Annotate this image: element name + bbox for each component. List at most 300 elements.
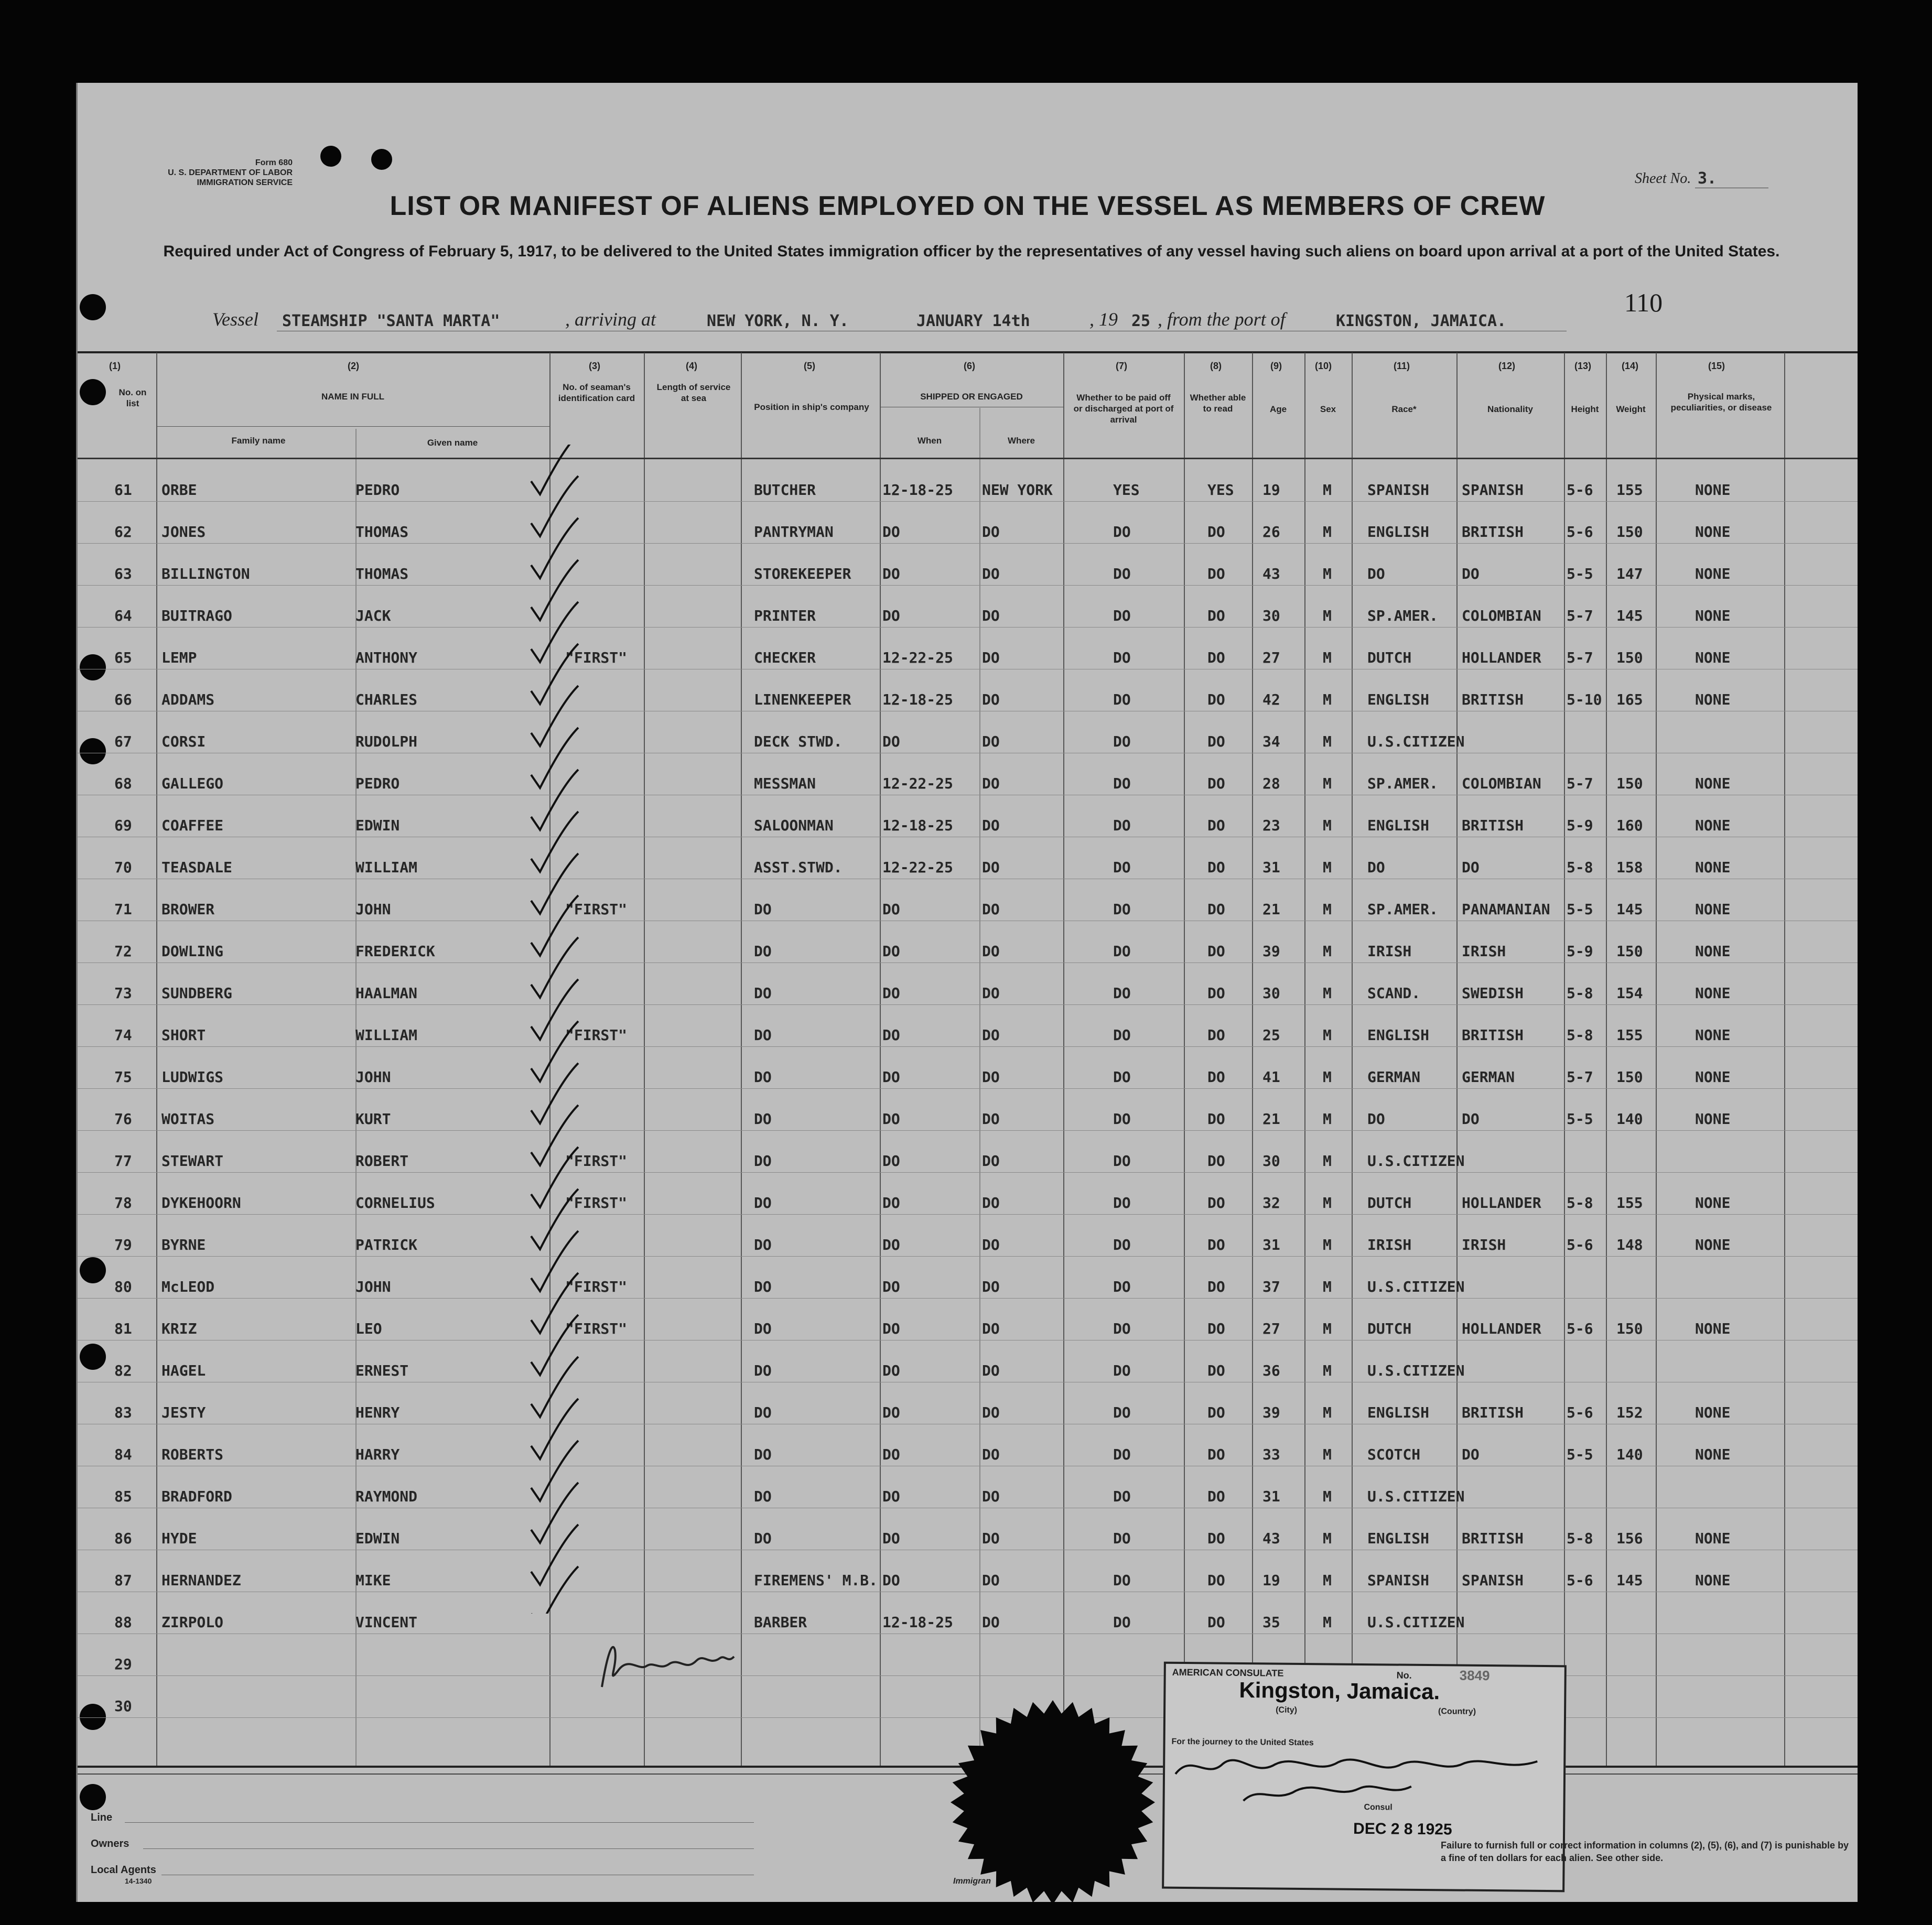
shipped-where: DO xyxy=(982,1236,1000,1253)
age: 39 xyxy=(1262,1404,1280,1421)
given-name: HENRY xyxy=(355,1404,400,1421)
given-name: JOHN xyxy=(355,901,391,918)
shipped-where: DO xyxy=(982,859,1000,876)
col-13-number: (13) xyxy=(1574,361,1592,371)
page-subtitle: Required under Act of Congress of February 5, 1917, to be delivered to the United States immigration officer by the representatives of any vessel having such aliens on board upon arrival at a port of the United States. xyxy=(163,243,1780,260)
stamp-city: Kingston, Jamaica. xyxy=(1239,1677,1440,1704)
row-number: 82 xyxy=(114,1362,132,1379)
weight: 140 xyxy=(1616,1446,1643,1463)
id-card: "FIRST" xyxy=(565,1026,628,1044)
weight: 150 xyxy=(1616,649,1643,666)
sex: M xyxy=(1323,859,1332,876)
height: 5-6 xyxy=(1567,523,1593,540)
shipped-when: DO xyxy=(882,1236,900,1253)
nationality: COLOMBIAN xyxy=(1462,607,1541,624)
row-number: 79 xyxy=(114,1236,132,1253)
shipped-when: 12-22-25 xyxy=(882,649,953,666)
shipped-when: DO xyxy=(882,901,900,918)
position: BUTCHER xyxy=(754,481,816,499)
physical-marks: NONE xyxy=(1695,1572,1731,1589)
age: 26 xyxy=(1262,523,1280,540)
height: 5-7 xyxy=(1567,1068,1593,1086)
stamp-journey-line: For the journey to the United States xyxy=(1171,1737,1314,1748)
shipped-where: DO xyxy=(982,775,1000,792)
race: U.S.CITIZEN xyxy=(1367,1614,1465,1631)
handwritten-initials xyxy=(597,1635,738,1697)
shipped-when: 12-18-25 xyxy=(882,691,953,708)
col-4-number: (4) xyxy=(686,361,697,371)
paid-off: DO xyxy=(1113,607,1131,624)
sex: M xyxy=(1323,733,1332,750)
col-4-heading: Length of service at sea xyxy=(656,382,731,403)
col-15-number: (15) xyxy=(1708,361,1725,371)
row-number: 78 xyxy=(114,1194,132,1212)
race: ENGLISH xyxy=(1367,523,1430,540)
shipped-where: DO xyxy=(982,985,1000,1002)
vessel-label: Vessel xyxy=(212,309,258,330)
page-number: 110 xyxy=(1624,288,1663,317)
race: DUTCH xyxy=(1367,1320,1412,1337)
nationality: DO xyxy=(1462,565,1480,582)
height: 5-6 xyxy=(1567,1320,1593,1337)
age: 21 xyxy=(1262,901,1280,918)
physical-marks: NONE xyxy=(1695,481,1731,499)
race: ENGLISH xyxy=(1367,1404,1430,1421)
given-name: PEDRO xyxy=(355,775,400,792)
position: DO xyxy=(754,1488,772,1505)
row-number: 80 xyxy=(114,1278,132,1295)
position: LINENKEEPER xyxy=(754,691,851,708)
footer-owners-label: Owners xyxy=(91,1838,129,1850)
physical-marks: NONE xyxy=(1695,649,1731,666)
col-6-when-heading: When xyxy=(917,436,942,446)
weight: 152 xyxy=(1616,1404,1643,1421)
shipped-when: DO xyxy=(882,1026,900,1044)
family-name: DYKEHOORN xyxy=(161,1194,241,1212)
family-name: LEMP xyxy=(161,649,197,666)
family-name: ADDAMS xyxy=(161,691,215,708)
row-number: 71 xyxy=(114,901,132,918)
nationality: HOLLANDER xyxy=(1462,1194,1541,1212)
nationality: SWEDISH xyxy=(1462,985,1524,1002)
nationality: BRITISH xyxy=(1462,1530,1524,1547)
footer-line-label: Line xyxy=(91,1812,113,1823)
shipped-when: DO xyxy=(882,943,900,960)
able-to-read: DO xyxy=(1207,1404,1225,1421)
year: 25 xyxy=(1131,312,1151,330)
position: DECK STWD. xyxy=(754,733,843,750)
physical-marks: NONE xyxy=(1695,523,1731,540)
punch-hole xyxy=(320,146,341,167)
nationality: BRITISH xyxy=(1462,691,1524,708)
age: 43 xyxy=(1262,1530,1280,1547)
age: 27 xyxy=(1262,649,1280,666)
shipped-when: DO xyxy=(882,1278,900,1295)
height: 5-6 xyxy=(1567,1572,1593,1589)
col-10-heading: Sex xyxy=(1320,404,1336,414)
shipped-when: DO xyxy=(882,1110,900,1128)
race: U.S.CITIZEN xyxy=(1367,1362,1465,1379)
paid-off: YES xyxy=(1113,481,1140,499)
paid-off: DO xyxy=(1113,775,1131,792)
row-rule xyxy=(78,1675,1858,1676)
row-rule xyxy=(78,1256,1858,1257)
position: DO xyxy=(754,1110,772,1128)
arriving-port: NEW YORK, N. Y. xyxy=(707,312,849,330)
check-marks xyxy=(528,445,670,1614)
shipped-when: DO xyxy=(882,1068,900,1086)
row-number: 73 xyxy=(114,985,132,1002)
row-rule xyxy=(78,1172,1858,1173)
sex: M xyxy=(1323,775,1332,792)
weight: 150 xyxy=(1616,1320,1643,1337)
physical-marks: NONE xyxy=(1695,1530,1731,1547)
race: DO xyxy=(1367,859,1385,876)
given-name: JOHN xyxy=(355,1278,391,1295)
row-number: 66 xyxy=(114,691,132,708)
shipped-where: DO xyxy=(982,607,1000,624)
physical-marks: NONE xyxy=(1695,565,1731,582)
col-2-family-heading: Family name xyxy=(231,436,286,446)
given-name: PEDRO xyxy=(355,481,400,499)
col-2-heading: NAME IN FULL xyxy=(321,392,384,402)
height: 5-7 xyxy=(1567,607,1593,624)
shipped-where: DO xyxy=(982,1614,1000,1631)
race: SP.AMER. xyxy=(1367,607,1438,624)
sex: M xyxy=(1323,1278,1332,1295)
physical-marks: NONE xyxy=(1695,943,1731,960)
race: U.S.CITIZEN xyxy=(1367,1278,1465,1295)
stamp-city-label: (City) xyxy=(1276,1705,1298,1715)
given-name: ROBERT xyxy=(355,1152,409,1170)
shipped-where: DO xyxy=(982,1320,1000,1337)
age: 19 xyxy=(1262,1572,1280,1589)
age: 25 xyxy=(1262,1026,1280,1044)
physical-marks: NONE xyxy=(1695,985,1731,1002)
shipped-when: 12-22-25 xyxy=(882,859,953,876)
shipped-where: DO xyxy=(982,817,1000,834)
col-6-number: (6) xyxy=(964,361,975,371)
family-name: SUNDBERG xyxy=(161,985,232,1002)
age: 39 xyxy=(1262,943,1280,960)
able-to-read: DO xyxy=(1207,649,1225,666)
punch-hole xyxy=(80,379,106,405)
stamp-country-label: (Country) xyxy=(1438,1707,1476,1716)
weight: 155 xyxy=(1616,1026,1643,1044)
given-name: HAALMAN xyxy=(355,985,418,1002)
sex: M xyxy=(1323,481,1332,499)
shipped-where: DO xyxy=(982,1068,1000,1086)
shipped-when: 12-22-25 xyxy=(882,775,953,792)
weight: 156 xyxy=(1616,1530,1643,1547)
physical-marks: NONE xyxy=(1695,1194,1731,1212)
race: DO xyxy=(1367,565,1385,582)
position: SALOONMAN xyxy=(754,817,834,834)
row-rule xyxy=(78,627,1858,628)
nationality: BRITISH xyxy=(1462,817,1524,834)
id-card: "FIRST" xyxy=(565,1278,628,1295)
paid-off: DO xyxy=(1113,1320,1131,1337)
nationality: DO xyxy=(1462,1110,1480,1128)
col-2-number: (2) xyxy=(348,361,359,371)
able-to-read: DO xyxy=(1207,901,1225,918)
position: DO xyxy=(754,1404,772,1421)
row-number: 30 xyxy=(114,1697,132,1715)
vessel-name: STEAMSHIP "SANTA MARTA" xyxy=(282,312,500,330)
height: 5-7 xyxy=(1567,649,1593,666)
given-name: EDWIN xyxy=(355,1530,400,1547)
able-to-read: DO xyxy=(1207,1194,1225,1212)
sex: M xyxy=(1323,817,1332,834)
given-name: THOMAS xyxy=(355,523,409,540)
col-15-heading: Physical marks, peculiarities, or disease xyxy=(1670,392,1772,413)
race: SP.AMER. xyxy=(1367,775,1438,792)
check-mark-icon xyxy=(531,1566,578,1614)
shipped-when: DO xyxy=(882,1152,900,1170)
footer-agents-label: Local Agents xyxy=(91,1864,156,1876)
paid-off: DO xyxy=(1113,901,1131,918)
weight: 155 xyxy=(1616,1194,1643,1212)
family-name: LUDWIGS xyxy=(161,1068,224,1086)
sex: M xyxy=(1323,1026,1332,1044)
shipped-when: DO xyxy=(882,523,900,540)
race: SP.AMER. xyxy=(1367,901,1438,918)
departure-port: KINGSTON, JAMAICA. xyxy=(1336,312,1507,330)
age: 31 xyxy=(1262,1236,1280,1253)
family-name: ROBERTS xyxy=(161,1446,224,1463)
shipped-when: DO xyxy=(882,733,900,750)
paid-off: DO xyxy=(1113,1530,1131,1547)
height: 5-6 xyxy=(1567,1236,1593,1253)
position: DO xyxy=(754,943,772,960)
able-to-read: DO xyxy=(1207,859,1225,876)
shipped-where: DO xyxy=(982,943,1000,960)
paid-off: DO xyxy=(1113,817,1131,834)
height: 5-10 xyxy=(1567,691,1602,708)
family-name: JONES xyxy=(161,523,206,540)
col-8-heading: Whether able to read xyxy=(1190,393,1246,414)
paid-off: DO xyxy=(1113,733,1131,750)
shipped-where: DO xyxy=(982,1362,1000,1379)
paid-off: DO xyxy=(1113,565,1131,582)
shipped-where: DO xyxy=(982,1194,1000,1212)
sex: M xyxy=(1323,1362,1332,1379)
family-name: WOITAS xyxy=(161,1110,215,1128)
given-name: WILLIAM xyxy=(355,859,418,876)
able-to-read: DO xyxy=(1207,1614,1225,1631)
sex: M xyxy=(1323,943,1332,960)
shipped-where: DO xyxy=(982,1110,1000,1128)
paid-off: DO xyxy=(1113,943,1131,960)
paid-off: DO xyxy=(1113,1110,1131,1128)
able-to-read: DO xyxy=(1207,1488,1225,1505)
row-number: 67 xyxy=(114,733,132,750)
position: FIREMENS' M.B. xyxy=(754,1572,878,1589)
physical-marks: NONE xyxy=(1695,1446,1731,1463)
col-10-number: (10) xyxy=(1315,361,1332,371)
shipped-when: DO xyxy=(882,1320,900,1337)
nationality: IRISH xyxy=(1462,1236,1506,1253)
height: 5-5 xyxy=(1567,901,1593,918)
shipped-when: DO xyxy=(882,1194,900,1212)
col-7-heading: Whether to be paid off or discharged at port of arrival xyxy=(1073,393,1174,425)
row-rule xyxy=(78,962,1858,963)
able-to-read: DO xyxy=(1207,1026,1225,1044)
row-number: 65 xyxy=(114,649,132,666)
col-6-where-heading: Where xyxy=(1008,436,1035,446)
given-name: HARRY xyxy=(355,1446,400,1463)
family-name: BROWER xyxy=(161,901,215,918)
given-name: CORNELIUS xyxy=(355,1194,435,1212)
age: 19 xyxy=(1262,481,1280,499)
id-card: "FIRST" xyxy=(565,1194,628,1212)
position: BARBER xyxy=(754,1614,807,1631)
height: 5-9 xyxy=(1567,943,1593,960)
sex: M xyxy=(1323,1110,1332,1128)
sheet-number: 3. xyxy=(1698,169,1717,188)
given-name: FREDERICK xyxy=(355,943,435,960)
physical-marks: NONE xyxy=(1695,817,1731,834)
sex: M xyxy=(1323,1152,1332,1170)
row-number: 77 xyxy=(114,1152,132,1170)
age: 41 xyxy=(1262,1068,1280,1086)
weight: 154 xyxy=(1616,985,1643,1002)
footer-form-code: 14-1340 xyxy=(125,1877,152,1885)
family-name: CORSI xyxy=(161,733,206,750)
shipped-where: DO xyxy=(982,523,1000,540)
paid-off: DO xyxy=(1113,1488,1131,1505)
shipped-where: DO xyxy=(982,1572,1000,1589)
sex: M xyxy=(1323,565,1332,582)
col-7-number: (7) xyxy=(1116,361,1127,371)
shipped-when: DO xyxy=(882,1404,900,1421)
row-number: 85 xyxy=(114,1488,132,1505)
position: DO xyxy=(754,1068,772,1086)
punch-hole xyxy=(80,1704,106,1730)
weight: 150 xyxy=(1616,523,1643,540)
able-to-read: DO xyxy=(1207,1110,1225,1128)
nationality: HOLLANDER xyxy=(1462,1320,1541,1337)
height: 5-8 xyxy=(1567,1530,1593,1547)
shipped-where: DO xyxy=(982,1278,1000,1295)
sex: M xyxy=(1323,985,1332,1002)
col-5-number: (5) xyxy=(804,361,815,371)
nationality: HOLLANDER xyxy=(1462,649,1541,666)
row-number: 72 xyxy=(114,943,132,960)
weight: 165 xyxy=(1616,691,1643,708)
row-rule xyxy=(78,1214,1858,1215)
height: 5-5 xyxy=(1567,1110,1593,1128)
family-name: ZIRPOLO xyxy=(161,1614,224,1631)
nationality: SPANISH xyxy=(1462,481,1524,499)
shipped-where: DO xyxy=(982,1026,1000,1044)
col-11-heading: Race* xyxy=(1391,404,1417,414)
height: 5-6 xyxy=(1567,1404,1593,1421)
given-name: RAYMOND xyxy=(355,1488,418,1505)
col-9-heading: Age xyxy=(1269,404,1287,414)
weight: 150 xyxy=(1616,943,1643,960)
sex: M xyxy=(1323,1572,1332,1589)
sex: M xyxy=(1323,523,1332,540)
sex: M xyxy=(1323,1488,1332,1505)
able-to-read: DO xyxy=(1207,1278,1225,1295)
given-name: RUDOLPH xyxy=(355,733,418,750)
row-number: 76 xyxy=(114,1110,132,1128)
age: 43 xyxy=(1262,565,1280,582)
age: 32 xyxy=(1262,1194,1280,1212)
age: 30 xyxy=(1262,1152,1280,1170)
position: PANTRYMAN xyxy=(754,523,834,540)
shipped-when: DO xyxy=(882,565,900,582)
height: 5-9 xyxy=(1567,817,1593,834)
position: DO xyxy=(754,1362,772,1379)
shipped-where: DO xyxy=(982,901,1000,918)
punch-hole xyxy=(80,1784,106,1810)
age: 21 xyxy=(1262,1110,1280,1128)
physical-marks: NONE xyxy=(1695,1320,1731,1337)
age: 31 xyxy=(1262,1488,1280,1505)
shipped-when: DO xyxy=(882,607,900,624)
col-6-heading: SHIPPED OR ENGAGED xyxy=(920,392,1023,402)
col-3-heading: No. of seaman's identification card xyxy=(558,382,635,403)
nationality: DO xyxy=(1462,1446,1480,1463)
height: 5-5 xyxy=(1567,1446,1593,1463)
shipped-where: DO xyxy=(982,1446,1000,1463)
paid-off: DO xyxy=(1113,985,1131,1002)
position: DO xyxy=(754,1530,772,1547)
footer-note: Failure to furnish full or correct information in columns (2), (5), (6), and (7) is punishable by a fine of ten dollars for each alien. See other side. xyxy=(1441,1840,1849,1863)
nationality: BRITISH xyxy=(1462,1026,1524,1044)
col-5-heading: Position in ship's company xyxy=(754,402,869,412)
race: U.S.CITIZEN xyxy=(1367,1488,1465,1505)
row-number: 68 xyxy=(114,775,132,792)
weight: 145 xyxy=(1616,1572,1643,1589)
sex: M xyxy=(1323,1530,1332,1547)
row-number: 62 xyxy=(114,523,132,540)
age: 33 xyxy=(1262,1446,1280,1463)
able-to-read: DO xyxy=(1207,1236,1225,1253)
age: 28 xyxy=(1262,775,1280,792)
manifest-sheet xyxy=(76,83,1858,1902)
position: STOREKEEPER xyxy=(754,565,851,582)
sex: M xyxy=(1323,1446,1332,1463)
given-name: PATRICK xyxy=(355,1236,418,1253)
position: DO xyxy=(754,1026,772,1044)
height: 5-8 xyxy=(1567,985,1593,1002)
height: 5-8 xyxy=(1567,1194,1593,1212)
shipped-when: DO xyxy=(882,1488,900,1505)
age: 30 xyxy=(1262,607,1280,624)
sex: M xyxy=(1323,1068,1332,1086)
paid-off: DO xyxy=(1113,1614,1131,1631)
row-rule xyxy=(78,1004,1858,1005)
id-card: "FIRST" xyxy=(565,901,628,918)
race: GERMAN xyxy=(1367,1068,1421,1086)
race: ENGLISH xyxy=(1367,817,1430,834)
age: 36 xyxy=(1262,1362,1280,1379)
position: DO xyxy=(754,1320,772,1337)
race: IRISH xyxy=(1367,1236,1412,1253)
check-mark-icon xyxy=(531,445,578,494)
weight: 150 xyxy=(1616,1068,1643,1086)
age: 23 xyxy=(1262,817,1280,834)
stamp-no-label: No. xyxy=(1396,1670,1412,1681)
position: DO xyxy=(754,985,772,1002)
able-to-read: DO xyxy=(1207,1152,1225,1170)
punch-hole xyxy=(80,654,106,680)
family-name: McLEOD xyxy=(161,1278,215,1295)
punch-hole xyxy=(371,149,392,170)
